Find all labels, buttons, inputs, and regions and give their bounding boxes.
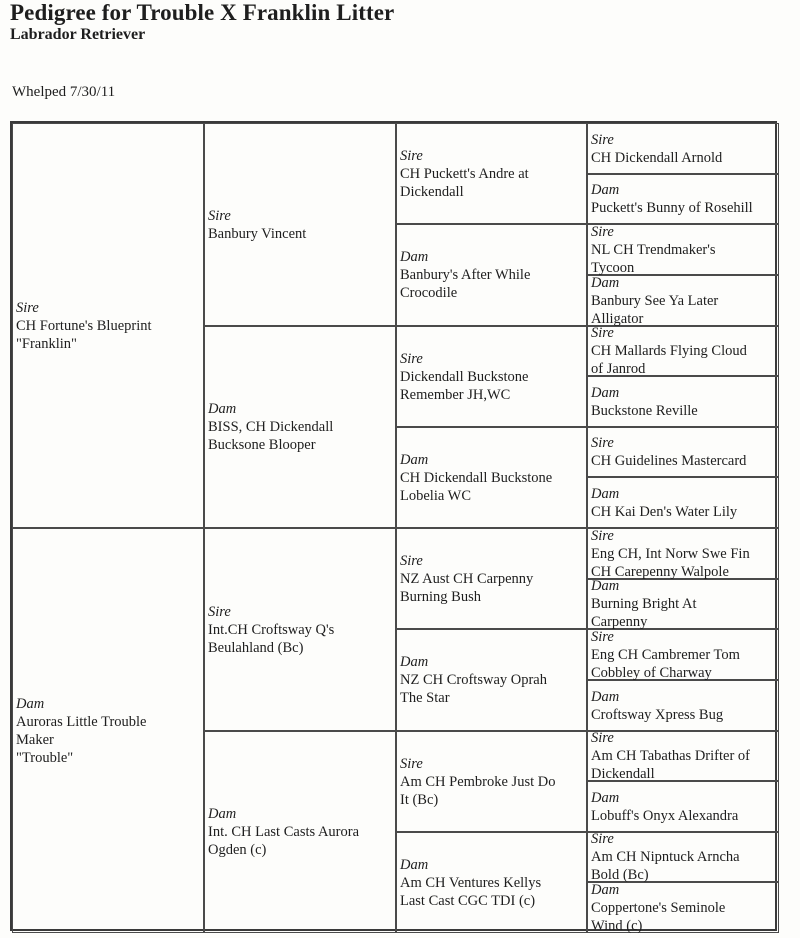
pedigree-cell-gen3 xyxy=(396,528,587,629)
parent-role-label: Dam xyxy=(591,789,620,806)
parent-role-label: Sire xyxy=(400,755,423,772)
dog-name: Coppertone's Seminole Wind (c) xyxy=(591,899,726,934)
pedigree-cell-gen3 xyxy=(396,832,587,933)
pedigree-cell-gen4 xyxy=(587,376,779,427)
pedigree-cell-gen4 xyxy=(587,427,779,477)
dog-name: Auroras Little Trouble Maker "Trouble" xyxy=(16,713,147,766)
parent-role-label: Sire xyxy=(400,350,423,367)
dog-name: Am CH Tabathas Drifter of Dickendall xyxy=(591,748,750,782)
dog-name: CH Guidelines Mastercard xyxy=(591,453,747,469)
pedigree-cell-gen4 xyxy=(587,832,779,882)
parent-role-label: Dam xyxy=(591,485,620,502)
pedigree-cell-gen4 xyxy=(587,326,779,376)
pedigree-cell-gen4 xyxy=(587,781,779,832)
parent-role-label: Sire xyxy=(400,552,423,569)
dog-name: CH Fortune's Blueprint "Franklin" xyxy=(16,317,152,352)
parent-role-label: Dam xyxy=(208,806,237,822)
pedigree-cell-gen4 xyxy=(587,123,779,174)
dog-name: Am CH Ventures Kellys Last Cast CGC TDI (c) xyxy=(400,874,542,909)
dog-name: CH Puckett's Andre at Dickendall xyxy=(400,165,529,200)
dog-name: Banbury Vincent xyxy=(208,225,307,242)
pedigree-cell-gen3 xyxy=(396,731,587,832)
parent-role-label: Dam xyxy=(208,401,237,417)
page-title: Pedigree for Trouble X Franklin Litter xyxy=(10,0,395,25)
dog-name: Am CH Nipntuck Arncha Bold (Bc) xyxy=(591,849,740,883)
parent-role-label: Dam xyxy=(591,881,620,898)
parent-role-label: Dam xyxy=(591,578,620,594)
parent-role-label: Sire xyxy=(591,730,614,746)
parent-role-label: Sire xyxy=(16,299,39,316)
parent-role-label: Sire xyxy=(591,831,614,847)
pedigree-cell-gen2 xyxy=(204,326,396,528)
pedigree-cell-gen4 xyxy=(587,579,779,629)
pedigree-cell-gen3 xyxy=(396,326,587,427)
pedigree-cell-gen3 xyxy=(396,123,587,224)
pedigree-cell-gen4 xyxy=(587,224,779,275)
dog-name: Dickendall Buckstone Remember JH,WC xyxy=(400,368,529,403)
dog-name: Croftsway Xpress Bug xyxy=(591,706,724,723)
pedigree-cell-gen1 xyxy=(12,528,204,933)
pedigree-cell-gen2 xyxy=(204,123,396,326)
dog-name: Burning Bright At Carpenny xyxy=(591,596,697,630)
pedigree-cell-gen4 xyxy=(587,528,779,579)
dog-name: NZ Aust CH Carpenny Burning Bush xyxy=(400,570,534,605)
parent-role-label: Dam xyxy=(591,688,620,705)
parent-role-label: Sire xyxy=(400,147,423,164)
dog-name: Int.CH Croftsway Q's Beulahland (Bc) xyxy=(208,621,335,656)
dog-name: CH Dickendall Buckstone Lobelia WC xyxy=(400,469,553,504)
parent-role-label: Dam xyxy=(591,274,620,291)
dog-name: Puckett's Bunny of Rosehill xyxy=(591,200,753,216)
parent-role-label: Dam xyxy=(591,182,620,198)
pedigree-cell-gen1 xyxy=(12,123,204,528)
pedigree-cell-gen4 xyxy=(587,477,779,528)
pedigree-cell-gen4 xyxy=(587,174,779,224)
dog-name: Eng CH, Int Norw Swe Fin CH Carepenny Walpole xyxy=(591,545,750,580)
parent-role-label: Sire xyxy=(208,603,231,620)
parent-role-label: Sire xyxy=(208,207,231,224)
whelped-date: Whelped 7/30/11 xyxy=(12,84,116,100)
dog-name: Banbury See Ya Later Alligator xyxy=(591,292,719,327)
pedigree-cell-gen3 xyxy=(396,224,587,326)
pedigree-cell-gen4 xyxy=(587,275,779,326)
dog-name: Banbury's After While Crocodile xyxy=(400,267,531,301)
parent-role-label: Dam xyxy=(16,695,45,712)
pedigree-cell-gen4 xyxy=(587,882,779,933)
parent-role-label: Dam xyxy=(400,249,429,265)
dog-name: Int. CH Last Casts Aurora Ogden (c) xyxy=(208,824,360,858)
parent-role-label: Sire xyxy=(591,628,614,645)
dog-name: NZ CH Croftsway Oprah The Star xyxy=(400,672,547,706)
dog-name: CH Dickendall Arnold xyxy=(591,149,723,166)
parent-role-label: Sire xyxy=(591,435,614,451)
parent-role-label: Sire xyxy=(591,527,614,544)
parent-role-label: Dam xyxy=(400,856,429,873)
pedigree-cell-gen3 xyxy=(396,427,587,528)
parent-role-label: Sire xyxy=(591,223,614,240)
breed-subtitle: Labrador Retriever xyxy=(10,26,146,43)
pedigree-cell-gen4 xyxy=(587,731,779,781)
dog-name: Eng CH Cambremer Tom Cobbley of Charway xyxy=(591,646,740,681)
dog-name: CH Kai Den's Water Lily xyxy=(591,503,738,520)
parent-role-label: Dam xyxy=(400,654,429,670)
dog-name: BISS, CH Dickendall Bucksone Blooper xyxy=(208,419,334,453)
dog-name: Buckstone Reville xyxy=(591,402,698,419)
parent-role-label: Sire xyxy=(591,131,614,148)
parent-role-label: Dam xyxy=(591,384,620,401)
dog-name: NL CH Trendmaker's Tycoon xyxy=(591,241,716,276)
pedigree-cell-gen2 xyxy=(204,731,396,933)
pedigree-cell-gen4 xyxy=(587,680,779,731)
parent-role-label: Dam xyxy=(400,451,429,468)
pedigree-cell-gen3 xyxy=(396,629,587,731)
pedigree-cell-gen2 xyxy=(204,528,396,731)
pedigree-chart xyxy=(10,121,777,934)
dog-name: Am CH Pembroke Just Do It (Bc) xyxy=(400,773,556,808)
dog-name: Lobuff's Onyx Alexandra xyxy=(591,807,739,824)
dog-name: CH Mallards Flying Cloud of Janrod xyxy=(591,343,747,377)
parent-role-label: Sire xyxy=(591,325,614,341)
pedigree-cell-gen4 xyxy=(587,629,779,680)
